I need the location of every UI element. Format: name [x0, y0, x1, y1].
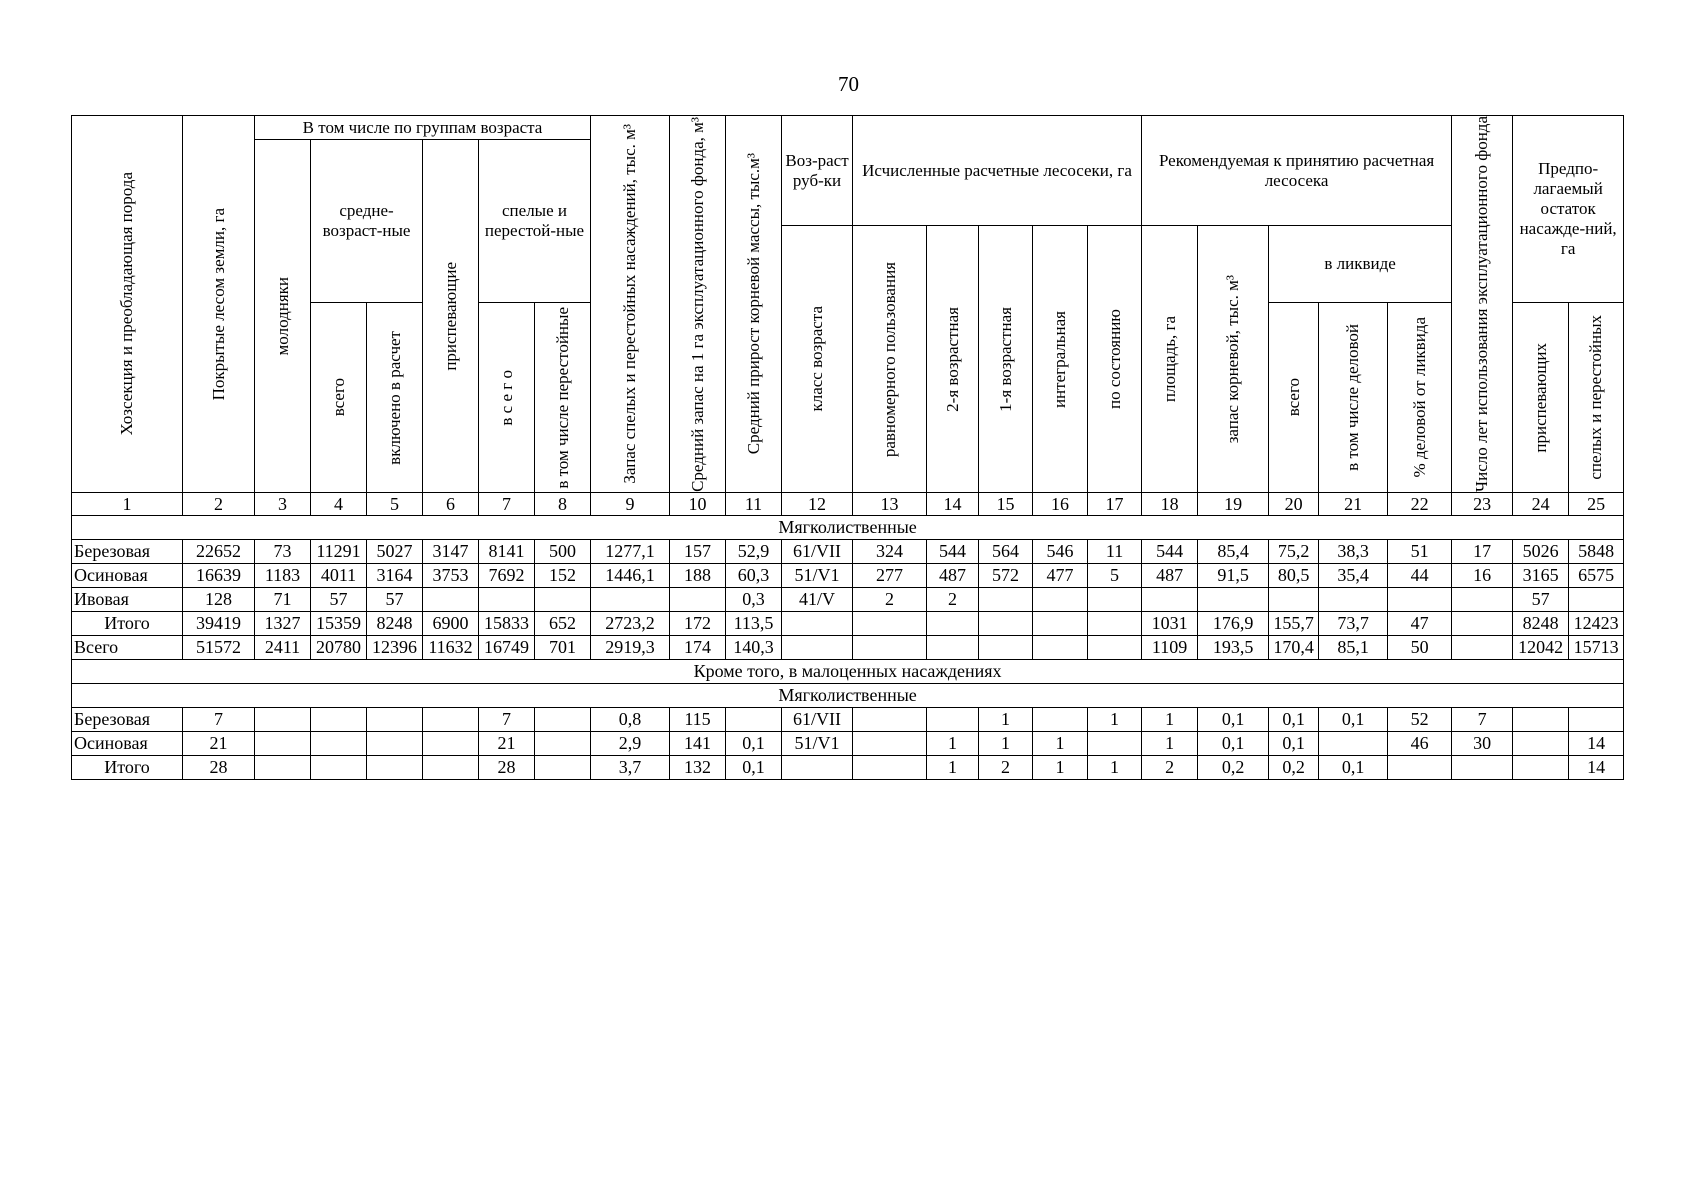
table-cell: 7	[183, 707, 255, 731]
table-cell: 113,5	[726, 611, 782, 635]
table-cell	[479, 587, 535, 611]
table-cell: 1	[979, 707, 1033, 731]
table-cell	[782, 755, 853, 779]
table-cell: 2,9	[591, 731, 670, 755]
column-number-cell: 11	[726, 492, 782, 515]
table-cell: 16	[1452, 563, 1513, 587]
header-liquid-business: в том числе деловой	[1319, 302, 1388, 492]
table-cell: 28	[183, 755, 255, 779]
table-cell: 51572	[183, 635, 255, 659]
table-cell	[1088, 635, 1142, 659]
header-second-age: 2-я возрастная	[927, 226, 979, 492]
row-label-cell: Осиновая	[72, 731, 183, 755]
table-cell: 57	[367, 587, 423, 611]
column-number-cell: 21	[1319, 492, 1388, 515]
table-cell: 277	[853, 563, 927, 587]
table-row	[72, 731, 1624, 755]
table-cell	[1033, 587, 1088, 611]
column-number-cell: 22	[1388, 492, 1452, 515]
table-cell	[255, 707, 311, 731]
column-number-cell: 3	[255, 492, 311, 515]
header-integral: интегральная	[1033, 226, 1088, 492]
table-cell: 5	[1088, 563, 1142, 587]
table-cell	[535, 731, 591, 755]
table-cell: 2	[1142, 755, 1198, 779]
main-rows	[72, 539, 1624, 659]
table-cell: 0,1	[1198, 731, 1269, 755]
table-cell	[1452, 635, 1513, 659]
table-cell: 16749	[479, 635, 535, 659]
table-cell: 115	[670, 707, 726, 731]
header-by-condition: по состоянию	[1088, 226, 1142, 492]
table-cell: 5848	[1569, 539, 1624, 563]
table-cell: 1	[1088, 755, 1142, 779]
table-cell: 21	[183, 731, 255, 755]
table-cell: 8248	[367, 611, 423, 635]
table-cell: 0,1	[726, 731, 782, 755]
table-cell: 701	[535, 635, 591, 659]
header-covered-area: Покрытые лесом земли, га	[183, 116, 255, 493]
header-mature: спелые и перестой-ные	[479, 140, 591, 303]
header-liquid-total: всего	[1269, 302, 1319, 492]
row-label-cell: Итого	[72, 755, 183, 779]
table-cell: 75,2	[1269, 539, 1319, 563]
table-cell: 21	[479, 731, 535, 755]
table-cell: 500	[535, 539, 591, 563]
table-cell: 2919,3	[591, 635, 670, 659]
table-cell: 7	[479, 707, 535, 731]
table-cell	[1088, 587, 1142, 611]
column-number-cell: 1	[72, 492, 183, 515]
column-number-cell: 2	[183, 492, 255, 515]
table-cell: 0,1	[726, 755, 782, 779]
header-recommended: Рекомендуемая к принятию расчетная лесосека	[1142, 116, 1452, 226]
table-cell	[927, 635, 979, 659]
table-cell: 128	[183, 587, 255, 611]
header-rem-premature: приспевающих	[1513, 302, 1569, 492]
table-cell	[311, 755, 367, 779]
column-number-cell: 9	[591, 492, 670, 515]
table-cell: 15713	[1569, 635, 1624, 659]
table-cell: 22652	[183, 539, 255, 563]
table-cell	[1088, 731, 1142, 755]
table-cell: 11	[1088, 539, 1142, 563]
table-cell: 71	[255, 587, 311, 611]
table-cell: 1327	[255, 611, 311, 635]
table-cell: 35,4	[1319, 563, 1388, 587]
column-number-cell: 6	[423, 492, 479, 515]
row-label-cell: Березовая	[72, 539, 183, 563]
table-cell	[853, 755, 927, 779]
table-cell: 3147	[423, 539, 479, 563]
table-cell: 1	[927, 731, 979, 755]
table-cell: 61/VII	[782, 707, 853, 731]
table-cell: 51/V1	[782, 563, 853, 587]
table-cell	[423, 587, 479, 611]
header-avg-stock: Средний запас на 1 га эксплуатационного фонда, м³	[670, 116, 726, 493]
table-row	[72, 539, 1624, 563]
table-cell: 15359	[311, 611, 367, 635]
table-cell: 1	[1088, 707, 1142, 731]
table-cell: 0,2	[1198, 755, 1269, 779]
table-cell	[853, 635, 927, 659]
table-cell: 50	[1388, 635, 1452, 659]
row-label-cell: Всего	[72, 635, 183, 659]
table-cell: 5027	[367, 539, 423, 563]
table-cell: 0,2	[1269, 755, 1319, 779]
table-cell	[927, 707, 979, 731]
table-cell: 155,7	[1269, 611, 1319, 635]
column-number-row	[72, 492, 1624, 515]
header-years: Число лет использования эксплуатационного фонда	[1452, 116, 1513, 493]
table-cell: 14	[1569, 755, 1624, 779]
column-number-cell: 20	[1269, 492, 1319, 515]
table-cell: 51/V1	[782, 731, 853, 755]
table-cell: 80,5	[1269, 563, 1319, 587]
table-cell: 51	[1388, 539, 1452, 563]
table-cell: 1	[979, 731, 1033, 755]
table-cell: 1	[1142, 707, 1198, 731]
column-number-cell: 7	[479, 492, 535, 515]
table-cell	[255, 731, 311, 755]
table-cell	[782, 635, 853, 659]
table-cell: 85,1	[1319, 635, 1388, 659]
table-cell: 12042	[1513, 635, 1569, 659]
table-cell: 16639	[183, 563, 255, 587]
row-label-cell: Ивовая	[72, 587, 183, 611]
header-uniform: равномерного пользования	[853, 226, 927, 492]
table-cell: 141	[670, 731, 726, 755]
table-cell: 1446,1	[591, 563, 670, 587]
column-number-cell: 19	[1198, 492, 1269, 515]
table-cell: 170,4	[1269, 635, 1319, 659]
table-cell	[853, 731, 927, 755]
table-cell: 157	[670, 539, 726, 563]
table-cell	[853, 611, 927, 635]
table-cell: 1	[1142, 731, 1198, 755]
table-cell: 3753	[423, 563, 479, 587]
table-cell: 546	[1033, 539, 1088, 563]
column-number-cell: 23	[1452, 492, 1513, 515]
table-cell: 0,1	[1269, 731, 1319, 755]
table-cell: 152	[535, 563, 591, 587]
table-cell: 7	[1452, 707, 1513, 731]
table-cell: 6900	[423, 611, 479, 635]
table-cell: 188	[670, 563, 726, 587]
header-age-class: класс возраста	[782, 226, 853, 492]
table-cell: 1	[1033, 731, 1088, 755]
header-breed: Хозсекция и преобладающая порода	[72, 116, 183, 493]
table-cell: 14	[1569, 731, 1624, 755]
table-cell: 1109	[1142, 635, 1198, 659]
header-middle-total: всего	[311, 302, 367, 492]
table-cell	[1388, 587, 1452, 611]
table-cell: 11291	[311, 539, 367, 563]
table-cell: 28	[479, 755, 535, 779]
table-cell: 73	[255, 539, 311, 563]
table-cell: 85,4	[1198, 539, 1269, 563]
header-remainder: Предпо-лагаемый остаток насажде-ний, га	[1513, 116, 1624, 303]
table-cell: 1031	[1142, 611, 1198, 635]
header-stock: Запас спелых и перестойных насаждений, тыс. м³	[591, 116, 670, 493]
column-number-cell: 24	[1513, 492, 1569, 515]
table-cell	[1513, 731, 1569, 755]
table-cell: 30	[1452, 731, 1513, 755]
row-label-cell: Итого	[72, 611, 183, 635]
row-label-cell: Осиновая	[72, 563, 183, 587]
table-cell: 2723,2	[591, 611, 670, 635]
table-cell: 15833	[479, 611, 535, 635]
table-cell: 0,1	[1198, 707, 1269, 731]
table-cell: 5026	[1513, 539, 1569, 563]
table-cell: 572	[979, 563, 1033, 587]
column-number-cell: 12	[782, 492, 853, 515]
table-cell: 57	[1513, 587, 1569, 611]
table-cell	[1569, 707, 1624, 731]
column-number-cell: 10	[670, 492, 726, 515]
table-cell: 73,7	[1319, 611, 1388, 635]
table-cell	[367, 707, 423, 731]
table-cell	[1033, 635, 1088, 659]
forest-table	[71, 115, 1624, 780]
table-cell: 52,9	[726, 539, 782, 563]
table-body	[72, 492, 1624, 539]
header-root-stock: запас корневой, тыс. м³	[1198, 226, 1269, 492]
column-number-cell: 13	[853, 492, 927, 515]
table-row	[72, 755, 1624, 779]
table-cell: 2	[853, 587, 927, 611]
table-cell: 1	[1033, 755, 1088, 779]
column-number-cell: 16	[1033, 492, 1088, 515]
table-cell: 174	[670, 635, 726, 659]
table-cell	[423, 755, 479, 779]
table-cell	[927, 611, 979, 635]
table-cell: 20780	[311, 635, 367, 659]
header-felling-age: Воз-раст руб-ки	[782, 116, 853, 226]
table-cell: 0,3	[726, 587, 782, 611]
table-header	[72, 116, 1624, 493]
table-cell	[423, 731, 479, 755]
table-cell	[367, 755, 423, 779]
table-cell	[1319, 587, 1388, 611]
header-mature-over: в том числе перестойные	[535, 302, 591, 492]
table-cell: 0,1	[1319, 755, 1388, 779]
table-cell: 2411	[255, 635, 311, 659]
column-number-cell: 15	[979, 492, 1033, 515]
table-cell: 4011	[311, 563, 367, 587]
table-cell	[535, 587, 591, 611]
table-cell: 1277,1	[591, 539, 670, 563]
table-row	[72, 611, 1624, 635]
header-premature: приспевающие	[423, 140, 479, 493]
header-business-pct: % деловой от ликвида	[1388, 302, 1452, 492]
table-cell: 38,3	[1319, 539, 1388, 563]
table-cell: 8248	[1513, 611, 1569, 635]
section-soft-leaved: Мягколиственные	[72, 515, 1624, 539]
table-cell: 652	[535, 611, 591, 635]
table-cell	[979, 635, 1033, 659]
table-cell	[1513, 707, 1569, 731]
table-row	[72, 635, 1624, 659]
header-middle-aged: средне-возраст-ные	[311, 140, 423, 303]
table-cell: 544	[1142, 539, 1198, 563]
table-cell: 544	[927, 539, 979, 563]
table-cell	[591, 587, 670, 611]
header-liquid: в ликвиде	[1269, 226, 1452, 302]
table-cell	[782, 611, 853, 635]
table-cell: 564	[979, 539, 1033, 563]
table-cell: 176,9	[1198, 611, 1269, 635]
page-number: 70	[838, 72, 859, 96]
table-cell	[535, 707, 591, 731]
column-number-cell: 18	[1142, 492, 1198, 515]
table-cell: 487	[1142, 563, 1198, 587]
table-cell	[1142, 587, 1198, 611]
table-cell	[1319, 731, 1388, 755]
table-cell	[1452, 611, 1513, 635]
table-cell: 487	[927, 563, 979, 587]
table-cell: 46	[1388, 731, 1452, 755]
table-cell	[367, 731, 423, 755]
table-row	[72, 707, 1624, 731]
table-cell	[1088, 611, 1142, 635]
table-cell: 12423	[1569, 611, 1624, 635]
table-cell: 91,5	[1198, 563, 1269, 587]
table-cell	[1452, 587, 1513, 611]
table-cell: 3165	[1513, 563, 1569, 587]
table-cell	[311, 731, 367, 755]
header-calculated: Исчисленные расчетные лесосеки, га	[853, 116, 1142, 226]
table-cell: 2	[927, 587, 979, 611]
table-cell: 57	[311, 587, 367, 611]
column-number-cell: 14	[927, 492, 979, 515]
table-cell	[1033, 611, 1088, 635]
table-cell	[1513, 755, 1569, 779]
table-row	[72, 563, 1624, 587]
section-soft-leaved-2: Мягколиственные	[72, 683, 1624, 707]
table-cell	[1269, 587, 1319, 611]
table-cell: 41/V	[782, 587, 853, 611]
table-row	[72, 587, 1624, 611]
section-low-value: Кроме того, в малоценных насаждениях	[72, 659, 1624, 683]
table-cell: 172	[670, 611, 726, 635]
table-cell: 0,1	[1269, 707, 1319, 731]
table-cell	[255, 755, 311, 779]
column-number-cell: 17	[1088, 492, 1142, 515]
table-cell: 477	[1033, 563, 1088, 587]
column-number-cell: 25	[1569, 492, 1624, 515]
table-cell: 140,3	[726, 635, 782, 659]
table-cell	[726, 707, 782, 731]
row-label-cell: Березовая	[72, 707, 183, 731]
table-cell: 17	[1452, 539, 1513, 563]
header-first-age: 1-я возрастная	[979, 226, 1033, 492]
table-cell	[535, 755, 591, 779]
table-cell: 44	[1388, 563, 1452, 587]
low-value-sections	[72, 659, 1624, 707]
table-cell	[311, 707, 367, 731]
header-age-groups: В том числе по группам возраста	[255, 116, 591, 140]
table-cell: 0,8	[591, 707, 670, 731]
table-cell: 1183	[255, 563, 311, 587]
header-rem-mature: спелых и перестойных	[1569, 302, 1624, 492]
table-cell: 132	[670, 755, 726, 779]
table-cell: 0,1	[1319, 707, 1388, 731]
table-cell	[423, 707, 479, 731]
table-cell: 2	[979, 755, 1033, 779]
table-cell: 52	[1388, 707, 1452, 731]
table-cell: 61/VII	[782, 539, 853, 563]
table-cell: 1	[927, 755, 979, 779]
table-cell: 7692	[479, 563, 535, 587]
table-cell: 324	[853, 539, 927, 563]
table-cell	[1452, 755, 1513, 779]
header-young: молодняки	[255, 140, 311, 493]
table-cell	[1033, 707, 1088, 731]
header-middle-included: включено в расчет	[367, 302, 423, 492]
table-cell: 11632	[423, 635, 479, 659]
table-cell: 3164	[367, 563, 423, 587]
table-cell	[1388, 755, 1452, 779]
column-number-cell: 5	[367, 492, 423, 515]
table-cell: 12396	[367, 635, 423, 659]
low-value-rows	[72, 707, 1624, 779]
header-mature-total: в с е г о	[479, 302, 535, 492]
table-cell: 39419	[183, 611, 255, 635]
table-cell: 8141	[479, 539, 535, 563]
column-number-cell: 8	[535, 492, 591, 515]
table-cell	[1198, 587, 1269, 611]
table-cell: 3,7	[591, 755, 670, 779]
table-cell	[979, 611, 1033, 635]
table-cell	[670, 587, 726, 611]
header-avg-growth: Средний прирост корневой массы, тыс.м³	[726, 116, 782, 493]
table-cell: 47	[1388, 611, 1452, 635]
table-cell	[979, 587, 1033, 611]
header-area: площадь, га	[1142, 226, 1198, 492]
column-number-cell: 4	[311, 492, 367, 515]
table-cell	[853, 707, 927, 731]
table-cell: 6575	[1569, 563, 1624, 587]
table-cell: 60,3	[726, 563, 782, 587]
table-cell	[1569, 587, 1624, 611]
table-cell: 193,5	[1198, 635, 1269, 659]
